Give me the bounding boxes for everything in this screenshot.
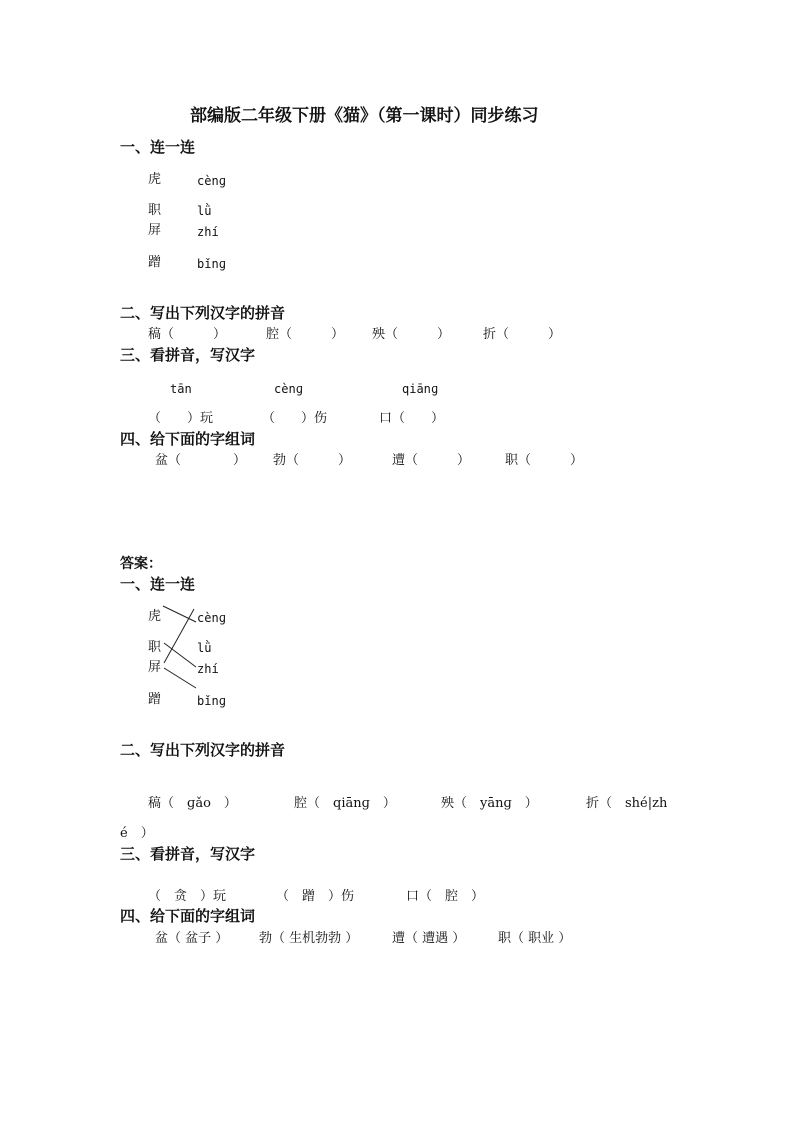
answer-connect-pinyin: zhí xyxy=(197,662,219,676)
connect-line xyxy=(164,668,196,688)
exercise-connect-char: 蹭 xyxy=(148,255,162,270)
page-title: 部编版二年级下册《猫》（第一课时）同步练习 xyxy=(190,106,539,126)
exercise-pinyin-prompt: tān xyxy=(170,382,192,396)
exercise-section-2-heading: 二、写出下列汉字的拼音 xyxy=(120,304,286,322)
exercise-pinyin-item: 殃（ ） xyxy=(372,327,451,342)
exercise-write-item: 口（ ） xyxy=(379,411,445,426)
exercise-pinyin-item: 腔（ ） xyxy=(266,327,345,342)
exercise-connect-pinyin: lǜ xyxy=(197,204,212,218)
answer-section-3-heading: 三、看拼音，写汉字 xyxy=(120,845,256,863)
exercise-section-3-heading: 三、看拼音，写汉字 xyxy=(120,346,256,364)
exercise-word-item: 盆（ ） xyxy=(155,453,247,468)
answer-word-item: 职（ 职业 ） xyxy=(498,931,572,946)
answer-word-item: 勃（ 生机勃勃 ） xyxy=(259,931,359,946)
answer-write-item: （ 蹭 ）伤 xyxy=(276,889,355,904)
answer-word-item: 遭（ 遭遇 ） xyxy=(392,931,466,946)
answer-write-item: 口（ 腔 ） xyxy=(406,889,485,904)
exercise-connect-char: 虎 xyxy=(148,172,162,187)
answer-connect-pinyin: cènɡ xyxy=(197,611,226,625)
exercise-pinyin-item: 稿（ ） xyxy=(148,327,227,342)
exercise-pinyin-item: 折（ ） xyxy=(483,327,562,342)
answer-connect-char: 屏 xyxy=(148,660,162,675)
exercise-connect-char: 屏 xyxy=(148,223,162,238)
connect-line xyxy=(164,609,194,663)
exercise-section-1-heading: 一、连一连 xyxy=(120,138,196,156)
exercise-write-item: （ ）玩 xyxy=(148,411,214,426)
answer-pinyin-item: 殃（ yānɡ ） xyxy=(441,796,538,811)
exercise-word-item: 职（ ） xyxy=(505,453,584,468)
exercise-word-item: 遭（ ） xyxy=(392,453,471,468)
answer-connect-char: 蹭 xyxy=(148,692,162,707)
answer-section-4-heading: 四、给下面的字组词 xyxy=(120,907,256,925)
exercise-connect-pinyin: cènɡ xyxy=(197,174,226,188)
exercise-connect-char: 职 xyxy=(148,203,162,218)
answer-section-2-heading: 二、写出下列汉字的拼音 xyxy=(120,741,286,759)
answer-section-1-heading: 一、连一连 xyxy=(120,575,196,593)
exercise-pinyin-prompt: cènɡ xyxy=(274,382,303,396)
answer-pinyin-item: 折（ shé|zh xyxy=(586,796,668,811)
answer-label: 答案： xyxy=(120,556,162,572)
answer-write-item: （ 贪 ）玩 xyxy=(148,889,227,904)
exercise-write-item: （ ）伤 xyxy=(262,411,328,426)
answer-connect-pinyin: bǐnɡ xyxy=(197,694,226,708)
answer-pinyin-item: 稿（ ɡǎo ） xyxy=(148,796,237,811)
answer-connect-pinyin: lǜ xyxy=(197,641,212,655)
answer-word-item: 盆（ 盆子 ） xyxy=(155,931,229,946)
exercise-pinyin-prompt: qiānɡ xyxy=(402,382,439,396)
exercise-connect-pinyin: zhí xyxy=(197,225,219,239)
answer-pinyin-item: 腔（ qiānɡ ） xyxy=(294,796,396,811)
exercise-word-item: 勃（ ） xyxy=(273,453,352,468)
exercise-section-4-heading: 四、给下面的字组词 xyxy=(120,430,256,448)
exercise-connect-pinyin: bǐnɡ xyxy=(197,257,226,271)
answer-connect-char: 职 xyxy=(148,640,162,655)
answer-connect-char: 虎 xyxy=(148,609,162,624)
answer-pinyin-wrap: é ） xyxy=(120,826,154,841)
